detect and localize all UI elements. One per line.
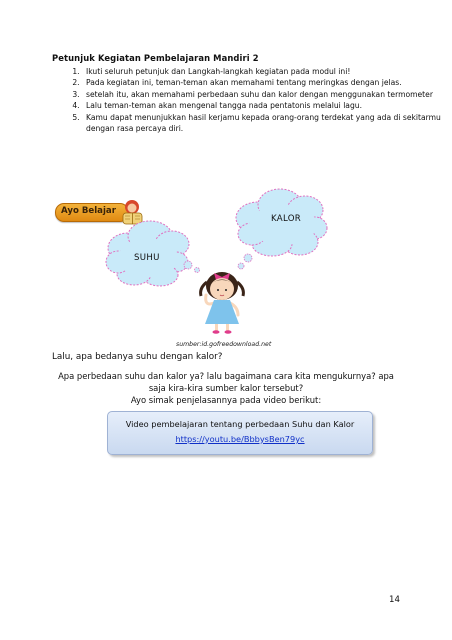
video-link[interactable]: https://youtu.be/BbbysBen79yc	[175, 434, 305, 444]
video-callout-box	[107, 411, 373, 455]
question-text: Lalu, apa bedanya suhu dengan kalor?	[52, 352, 223, 362]
cloud-label-suhu: SUHU	[134, 253, 160, 263]
badge-label: Ayo Belajar	[61, 206, 116, 216]
list-item: 2. Pada kegiatan ini, teman-teman akan memahami tentang meringkas dengan jelas.	[82, 77, 442, 88]
intro-line: Apa perbedaan suhu dan kalor ya? lalu bagaimana cara kita mengukurnya? apa	[58, 371, 394, 381]
cloud-label-kalor: KALOR	[271, 214, 302, 224]
intro-line: saja kira-kira sumber kalor tersebut?	[148, 383, 304, 393]
list-item: 4. Lalu teman-teman akan mengenal tangga nada pentatonis melalui lagu.	[82, 100, 442, 111]
image-credit: sumber:id.gofreedownload.net	[176, 341, 272, 348]
intro-line: Ayo simak penjelasannya pada video berikut:	[130, 395, 322, 405]
section-heading: Petunjuk Kegiatan Pembelajaran Mandiri 2	[52, 53, 259, 63]
page-number: 14	[389, 595, 400, 605]
list-item: 3. setelah itu, akan memahami perbedaan suhu dan kalor dengan menggunakan termometer	[82, 89, 442, 100]
girl-figure	[201, 272, 244, 334]
video-title: Video pembelajaran tentang perbedaan Suhu dan Kalor	[125, 419, 355, 429]
list-item: 1. Ikuti seluruh petunjuk dan Langkah-langkah kegiatan pada modul ini!	[82, 66, 442, 77]
intro-paragraph	[40, 370, 412, 406]
list-item: 5. Kamu dapat menunjukkan hasil kerjamu kepada orang-orang terdekat yang ada di sekitarmu dengan rasa percaya diri.	[82, 112, 442, 135]
